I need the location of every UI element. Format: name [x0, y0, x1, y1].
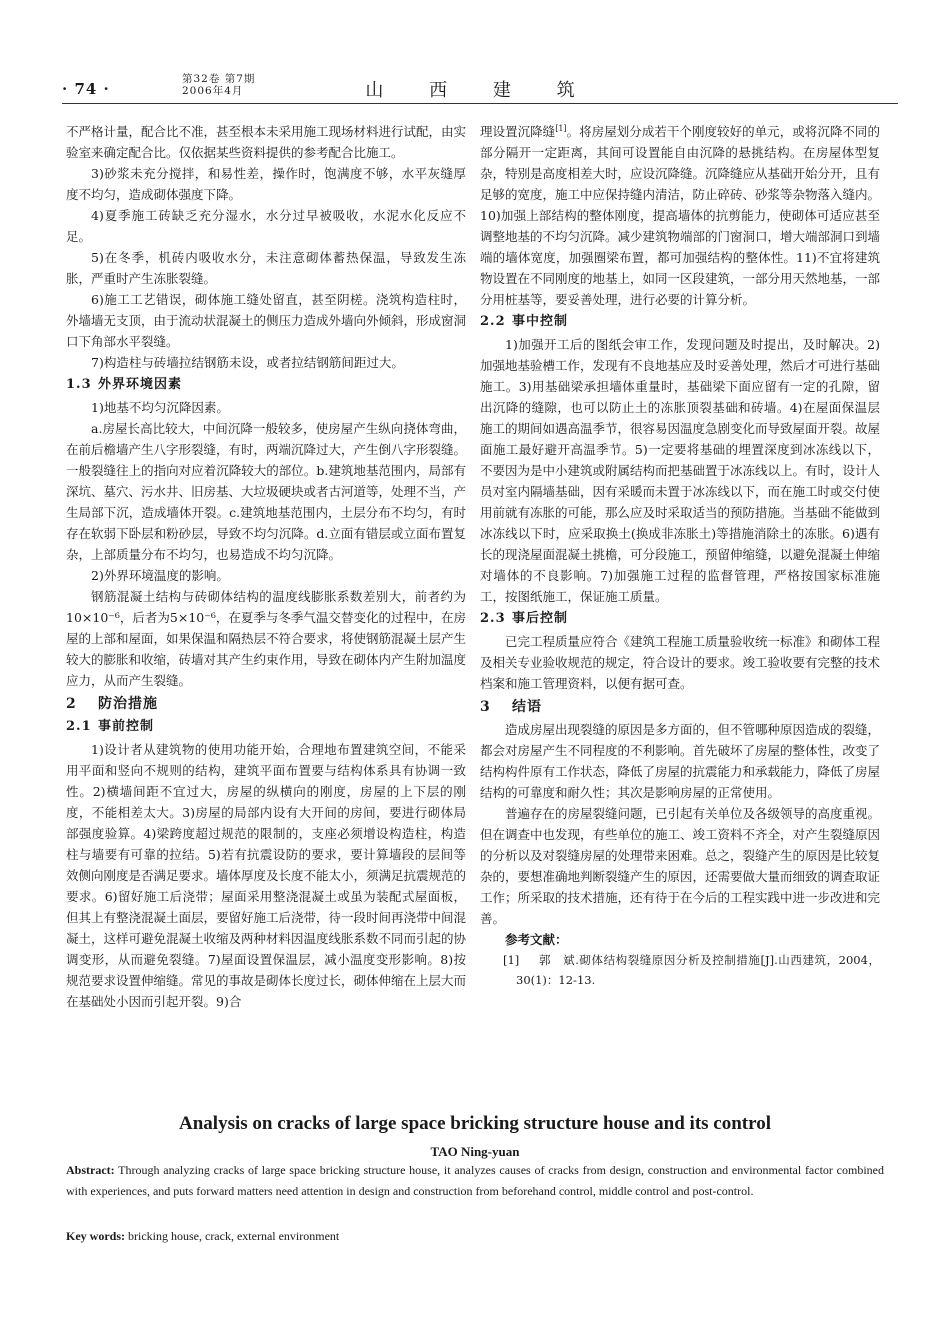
- page-number: · 74 ·: [62, 80, 110, 98]
- english-title: Analysis on cracks of large space bricking structure house and its control: [179, 1113, 771, 1134]
- paragraph: 不严格计量，配合比不准，甚至根本未采用施工现场材料进行试配，由实验室来确定配合比。仅依据某些资料提供的参考配合比施工。: [66, 124, 467, 160]
- section-number: 2: [66, 696, 77, 712]
- section-title: 外界环境因素: [98, 377, 183, 392]
- paragraph: 7)构造柱与砖墙拉结钢筋未设，或者拉结钢筋间距过大。: [91, 355, 404, 370]
- paragraph: 3)砂浆未充分搅拌，和易性差，操作时，饱满度不够，水平灰缝厚度不均匀，造成砌体强度下降。: [66, 166, 466, 202]
- header-rule: [62, 103, 898, 104]
- section-heading-1-3: [66, 374, 466, 396]
- section-title: 防治措施: [98, 696, 158, 712]
- section-heading-2-2: [480, 311, 880, 333]
- section-heading-2-3: [480, 608, 880, 630]
- abstract-label: Abstract:: [66, 1163, 115, 1177]
- section-heading-2-1: [66, 716, 466, 738]
- paragraph: 普遍存在的房屋裂缝问题，已引起有关单位及各级领导的高度重视。但在调查中也发现，有些单位的施工、竣工资料不齐全，对产生裂缝原因的分析以及对裂缝房屋的处理带来困难。总之，裂缝产生的原因是比较复杂的，要想准确地判断裂缝产生的原因，还需要做大量而细致的调查取证工作；所采取的技术措施，还有待于在今后的工程实践中进一步改进和完善。: [480, 806, 881, 926]
- section-title: 事中控制: [512, 314, 569, 329]
- left-column: [66, 121, 466, 1012]
- english-author: TAO Ning-yuan: [430, 1144, 520, 1159]
- section-title: 事前控制: [98, 719, 155, 734]
- paragraph: 1)加强开工后的图纸会审工作，发现问题及时提出，及时解决。2)加强地基验槽工作，发现有不良地基应及时妥善处理，然后才可进行基础施工。3)用基础梁承担墙体重量时，基础梁下面应留有一定的孔隙，留出沉降的缝隙，也可以防止土的冻胀顶裂基础和砖墙。4)在屋面保温层施工的期间如遇高温季节，很容易因温度急剧变化而导致屋面开裂。故屋面施工最好避开高温季节。5)一定要将基础的埋置深度到冰冻线以下，不要因为是中小建筑或附属结构而把基础置于冰冻线以上。有时，设计人员对室内隔墙基础，因有采暖而未置于冰冻线以下，而在施工时或交付使用前就有冻胀的可能，那么应及时采取适当的预防措施。当基础不能做到冰冻线以下时，应采取换土(换成非冻胀土)等措施消除土的冻胀。6)遇有长的现浇屋面混凝土挑檐，可分段施工，预留伸缩缝，以避免混凝土伸缩对墙体的不良影响。7)加强施工过程的监督管理，严格按国家标准施工，按图纸施工，保证施工质量。: [480, 337, 881, 604]
- text-run: 理设置沉降缝: [480, 124, 556, 139]
- section-number: 2.1: [66, 719, 92, 734]
- page-header: [62, 70, 898, 104]
- paragraph: 1)地基不均匀沉降因素。: [91, 400, 229, 415]
- text-run: 。将房屋划分成若干个刚度较好的单元，或将沉降不同的部分隔开一定距离，其间可设置能自由沉降的悬挑结构。在房屋体型复杂，特别是高度相差大时，应设沉降缝。沉降缝应从基础开始分开，且有足够的宽度，施工中应保持缝内清洁，防止碎砖、砂浆等杂物落入缝内。10)加强上部结构的整体刚度，提高墙体的抗剪能力，使砌体可适应甚至调整地基的不均匀沉降。减少建筑物端部的门窗洞口，增大端部洞口到墙端的墙体宽度，加强圈梁布置，都可加强结构的整体性。11)不宜将建筑物设置在不同刚度的地基上，如同一区段建筑，一部分用天然地基，一部分用桩基等，要妥善处理，进行必要的计算分析。: [480, 124, 881, 307]
- reference-number: [1]: [503, 953, 520, 967]
- date-line: 2006年4月: [182, 85, 244, 97]
- paragraph: 1)设计者从建筑物的使用功能开始，合理地布置建筑空间，不能采用平面和竖向不规则的结构，建筑平面布置要与结构体系具有协调一致性。2)横墙间距不宜过大，房屋的纵横向的刚度，房屋的上下层的刚度，不能相差太大。3)房屋的局部内设有大开间的房间，要进行砌体局部强度验算。4)梁跨度超过规范的限制的，支座必须增设构造柱，构造柱与墙要有可靠的拉结。5)若有抗震设防的要求，要计算墙段的层间等效侧向刚度是否满足要求。墙体厚度及长度不能太小，须满足抗震规范的要求。6)留好施工后浇带；屋面采用整浇混凝土或虽为装配式屋面板，但其上有整浇混凝土面层，要留好施工后浇带，待一段时间再浇带中间混凝土，这样可避免混凝土收缩及两种材料因温度线胀系数不同而引起的协调变形，从而避免裂缝。7)屋面设置保温层，减小温度变形影响。8)按规范要求设置伸缩缝。常见的事故是砌体长度过长，砌体伸缩在上层大而在基础处小因而引起开裂。9)合: [66, 742, 467, 1009]
- section-heading-2: [66, 693, 466, 715]
- english-abstract: [66, 1160, 884, 1202]
- paragraph: 6)施工工艺错误，砌体施工缝处留直，甚至阴槎。浇筑构造柱时，外墙墙无支顶，由于流动状混凝土的侧压力造成外墙向外倾斜，形成窗洞口下角部水平裂缝。: [66, 292, 467, 349]
- references-heading: 参考文献：: [505, 932, 568, 947]
- journal-title: 山 西 建 筑: [365, 80, 595, 101]
- keywords-text: bricking house, crack, external environment: [125, 1229, 340, 1243]
- section-number: 1.3: [66, 377, 92, 392]
- paragraph: 钢筋混凝土结构与砖砌体结构的温度线膨胀系数差别大，前者约为10×10⁻⁶，后者为5×10⁻⁶，在夏季与冬季气温交替变化的过程中，在房屋的上部和屋面，如果保温和隔热层不符合要求，将使钢筋混凝土层产生较大的膨胀和收缩，砖墙对其产生约束作用，导致在砌体内产生附加温度应力，从而产生裂缝。: [66, 589, 467, 688]
- paragraph: 4)夏季施工砖缺乏充分湿水，水分过早被吸收，水泥水化反应不足。: [66, 208, 466, 244]
- volume-line: 第32卷 第7期: [182, 73, 256, 85]
- section-title: 结语: [512, 699, 542, 715]
- paragraph: [480, 121, 880, 310]
- right-column: [480, 121, 880, 990]
- paragraph: a.房屋长高比较大，中间沉降一般较多，使房屋产生纵向挠体弯曲，在前后檐墙产生八字形裂缝，有时，两端沉降过大，产生倒八字形裂缝。一般裂缝往上的指向对应着沉降较大的部位。b.建筑地基范围内，局部有深坑、墓穴、污水井、旧房基、大垃圾硬块或者古河道等，处理不当，产生局部下沉，造成墙体开裂。c.建筑地基范围内，土层分布不均匀，有时存在软弱下卧层和粉砂层，导致不均匀沉降。d.立面有错层或立面布置复杂，上部质量分布不均匀，也易造成不均匀沉降。: [66, 421, 467, 562]
- section-number: 2.3: [480, 611, 506, 626]
- citation-ref: [1]: [555, 123, 567, 133]
- paragraph: 造成房屋出现裂缝的原因是多方面的，但不管哪种原因造成的裂缝，都会对房屋产生不同程度的不利影响。首先破坏了房屋的整体性，改变了结构构件原有工作状态，降低了房屋的抗震能力和承载能力，降低了房屋结构的可靠度和耐久性；其次是影响房屋的正常使用。: [480, 722, 881, 800]
- paragraph: 2)外界环境温度的影响。: [91, 568, 229, 583]
- keywords-label: Key words:: [66, 1229, 125, 1243]
- section-number: 2.2: [480, 314, 506, 329]
- abstract-text: Through analyzing cracks of large space bricking structure house, it analyzes causes of cracks from design, construction and environmental factor combined with experiences, and puts forward matters need attention in design and construction from beforehand control, middle control and post-control.: [66, 1163, 884, 1198]
- reference-text: 郭 斌.砌体结构裂缝原因分析及控制措施[J].山西建筑，2004，30(1)：12-13.: [516, 953, 880, 987]
- section-title: 事后控制: [512, 611, 569, 626]
- section-number: 3: [480, 699, 491, 715]
- section-heading-3: [480, 696, 880, 718]
- english-keywords: [66, 1226, 884, 1246]
- paragraph: 5)在冬季，机砖内吸收水分，未注意砌体蓄热保温，导致发生冻胀，严重时产生冻胀裂缝。: [66, 250, 466, 286]
- paragraph: 已完工程质量应符合《建筑工程施工质量验收统一标准》和砌体工程及相关专业验收规范的规定，符合设计的要求。竣工验收要有完整的技术档案和施工管理资料，以便有据可查。: [480, 634, 881, 691]
- reference-item: [480, 950, 880, 990]
